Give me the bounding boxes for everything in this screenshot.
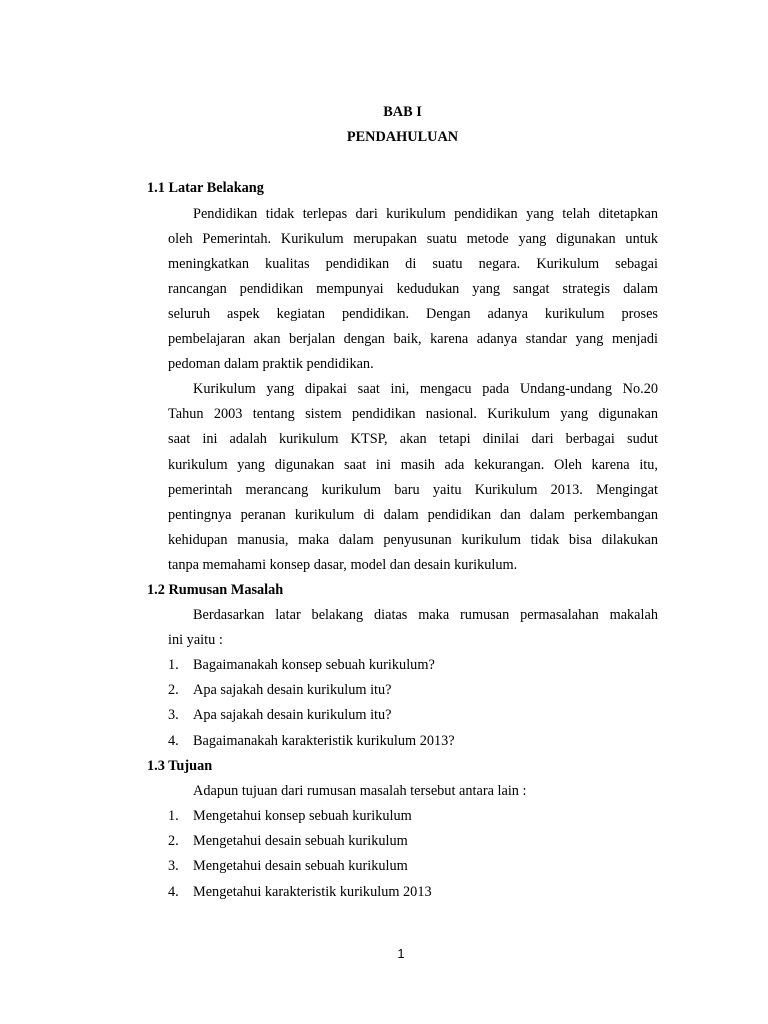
- paragraph-line: pemerintah merancang kurikulum baru yaitu Kurikulum 2013. Mengingat: [168, 482, 658, 498]
- list-item-number: 1.: [168, 808, 179, 824]
- list-item-number: 2.: [168, 833, 179, 849]
- paragraph-line: pembelajaran akan berjalan dengan baik, karena adanya standar yang menjadi: [168, 331, 658, 347]
- paragraph-line: Tahun 2003 tentang sistem pendidikan nasional. Kurikulum yang digunakan: [168, 406, 658, 422]
- paragraph-line: ini yaitu :: [168, 632, 223, 648]
- chapter-label: BAB I: [383, 104, 422, 120]
- list-item: [168, 833, 408, 850]
- section-heading-latar-belakang: 1.1 Latar Belakang: [147, 180, 264, 196]
- list-item-text: Apa sajakah desain kurikulum itu?: [193, 707, 392, 723]
- section-heading-tujuan: 1.3 Tujuan: [147, 758, 213, 774]
- list-item-number: 3.: [168, 858, 179, 874]
- list-item: [168, 733, 455, 750]
- list-item: [168, 858, 408, 875]
- list-item-text: Mengetahui konsep sebuah kurikulum: [193, 808, 412, 824]
- paragraph-line: rancangan pendidikan mempunyai kedudukan yang sangat strategis dalam: [168, 281, 658, 297]
- list-item-text: Mengetahui karakteristik kurikulum 2013: [193, 884, 432, 900]
- list-item: [168, 682, 392, 699]
- list-item: [168, 884, 432, 901]
- paragraph-line: pentingnya peranan kurikulum di dalam pendidikan dan dalam perkembangan: [168, 507, 658, 523]
- list-item-number: 1.: [168, 657, 179, 673]
- paragraph-line: Pendidikan tidak terlepas dari kurikulum pendidikan yang telah ditetapkan: [193, 206, 658, 222]
- paragraph-line: meningkatkan kualitas pendidikan di suatu negara. Kurikulum sebagai: [168, 256, 658, 272]
- list-item: [168, 707, 392, 724]
- paragraph-line: kurikulum yang digunakan saat ini masih ada kekurangan. Oleh karena itu,: [168, 457, 658, 473]
- list-item: [168, 657, 435, 674]
- paragraph-line: kehidupan manusia, maka dalam penyusunan kurikulum tidak bisa dilakukan: [168, 532, 658, 548]
- list-item-text: Mengetahui desain sebuah kurikulum: [193, 833, 408, 849]
- list-item: [168, 808, 412, 825]
- paragraph-line: saat ini adalah kurikulum KTSP, akan tetapi dinilai dari berbagai sudut: [168, 431, 658, 447]
- list-item-number: 4.: [168, 733, 179, 749]
- section-heading-rumusan-masalah: 1.2 Rumusan Masalah: [147, 582, 284, 598]
- paragraph-line: pedoman dalam praktik pendidikan.: [168, 356, 374, 372]
- list-item-text: Bagaimanakah konsep sebuah kurikulum?: [193, 657, 435, 673]
- paragraph-line: oleh Pemerintah. Kurikulum merupakan suatu metode yang digunakan untuk: [168, 231, 658, 247]
- list-item-number: 2.: [168, 682, 179, 698]
- list-item-text: Mengetahui desain sebuah kurikulum: [193, 858, 408, 874]
- list-item-number: 3.: [168, 707, 179, 723]
- paragraph-line: tanpa memahami konsep dasar, model dan desain kurikulum.: [168, 557, 518, 573]
- list-item-text: Apa sajakah desain kurikulum itu?: [193, 682, 392, 698]
- paragraph-line: Kurikulum yang dipakai saat ini, mengacu pada Undang-undang No.20: [193, 381, 658, 397]
- chapter-title: PENDAHULUAN: [346, 129, 459, 145]
- list-item-text: Bagaimanakah karakteristik kurikulum 2013?: [193, 733, 455, 749]
- paragraph-line: Adapun tujuan dari rumusan masalah tersebut antara lain :: [193, 783, 527, 799]
- paragraph-line: seluruh aspek kegiatan pendidikan. Dengan adanya kurikulum proses: [168, 306, 658, 322]
- list-item-number: 4.: [168, 884, 179, 900]
- paragraph-line: Berdasarkan latar belakang diatas maka rumusan permasalahan makalah: [193, 607, 658, 623]
- page-number: 1: [397, 946, 405, 961]
